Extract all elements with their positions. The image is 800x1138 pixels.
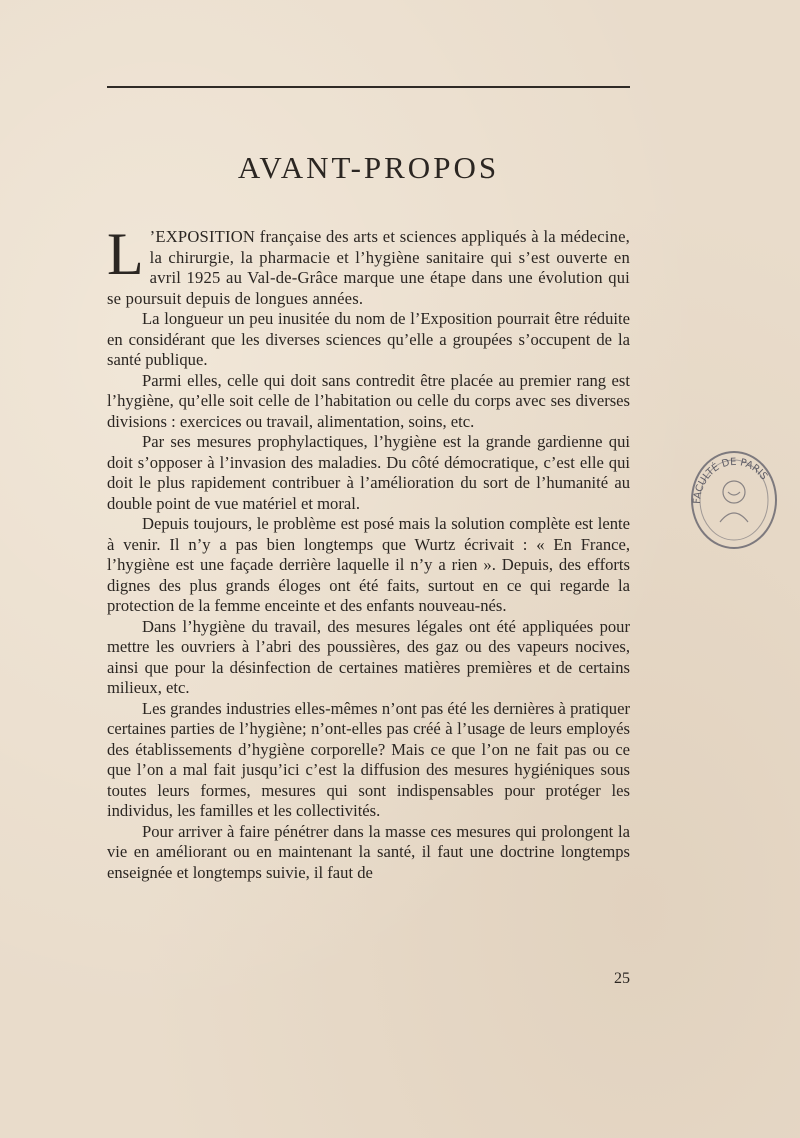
- header-rule: [107, 86, 630, 88]
- paragraph-6: Dans l’hygiène du travail, des mesures légales ont été appliquées pour mettre les ouvriers à l’abri des poussières, des gaz ou des vapeurs nocives, ainsi que pour la désinfection de certaines matières premières et de certains milieux, etc.: [107, 616, 630, 697]
- stamp-text: FACULTÉ DE PARIS: [691, 456, 770, 505]
- paragraph-8: Pour arriver à faire pénétrer dans la masse ces mesures qui prolongent la vie en améliorant ou en maintenant la santé, il faut une doctrine longtemps enseignée et longtemps suivie, il faut de: [107, 821, 630, 882]
- drop-cap: L: [107, 221, 144, 287]
- body-text: [107, 221, 630, 883]
- page-number: 25: [614, 970, 630, 987]
- paragraph-2: La longueur un peu inusitée du nom de l’Exposition pourrait être réduite en considérant que les diverses sciences qu’elle a groupées s’occupent de la santé publique.: [107, 309, 630, 369]
- paragraph-7: Les grandes industries elles-mêmes n’ont pas été les dernières à pratiquer certaines parties de l’hygiène; n’ont-elles pas créé à l’usage de leurs employés des établissements d’hygiène corporelle? Mais ce que l’on ne fait pas ou ce que l’on a mal fait jusqu’ici c’est la diffusion des mesures hygiéniques sous toutes leurs formes, mesures qui sont indispensables pour protéger les individus, les familles et les collectivités.: [107, 698, 630, 820]
- page-title: AVANT-PROPOS: [237, 150, 500, 185]
- paragraph-1: L ’EXPOSITION française des arts et sciences appliqués à la médecine, la chirurgie, la pharmacie et l’hygiène sanitaire qui s’est ouverte en avril 1925 au Val-de-Grâce marque une étape dans une évolution qui se poursuit depuis de longues années.: [107, 221, 630, 308]
- paragraph-4: Par ses mesures prophylactiques, l’hygiène est la grande gardienne qui doit s’opposer à l’invasion des maladies. Du côté démocratique, c’est elle qui doit le plus rapidement contribuer à l’amélioration du sort de l’humanité au double point de vue matériel et moral.: [107, 432, 630, 513]
- paragraph-5: Depuis toujours, le problème est posé mais la solution complète est lente à venir. Il n’y a pas bien longtemps que Wurtz écrivait : « En France, l’hygiène est une façade derrière laquelle il n’y a rien ». Depuis, des efforts dignes des plus grands éloges ont été faits, surtout en ce qui regarde la protection de la femme enceinte et des enfants nouveau-nés.: [107, 514, 630, 615]
- library-stamp-icon: [686, 442, 782, 554]
- paragraph-3: Parmi elles, celle qui doit sans contredit être placée au premier rang est l’hygiène, qu’elle soit celle de l’habitation ou celle du corps avec ses diverses divisions : exercices ou travail, alimentation, soins, etc.: [107, 370, 630, 431]
